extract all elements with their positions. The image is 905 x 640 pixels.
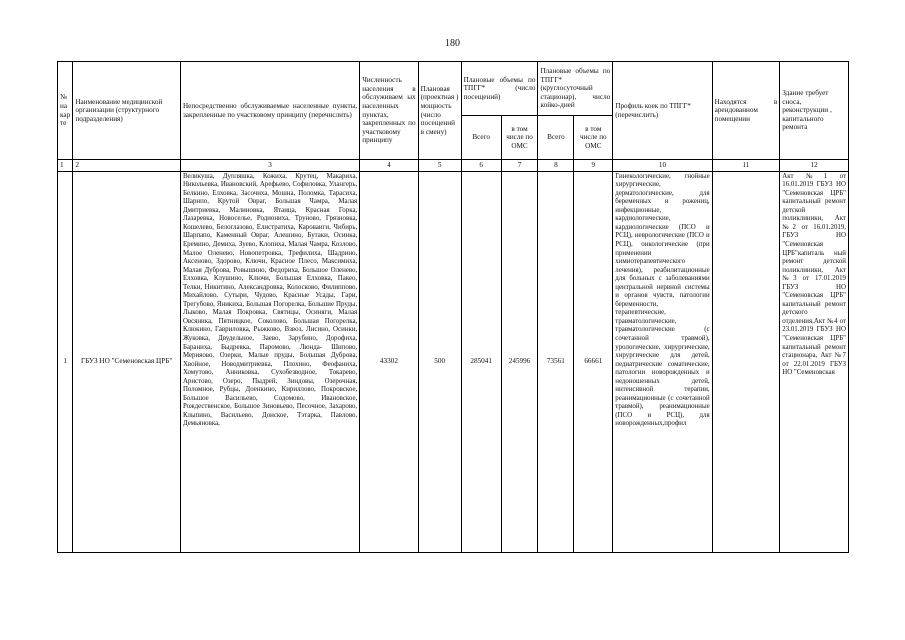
header-localities: Непосредственно обслуживаемые населенные пункты, закрепленные по участковому принципу (перечислить) — [180, 62, 359, 160]
column-number: 5 — [418, 160, 461, 172]
row-map-number: 1 — [58, 171, 73, 552]
row-visits-total: 285041 — [461, 171, 501, 552]
header-map-number: № на кар те — [58, 62, 73, 160]
row-visits-oms: 245996 — [501, 171, 538, 552]
column-number: 4 — [360, 160, 418, 172]
header-beddays-total: Всего — [538, 116, 574, 160]
header-building-state: Здание требует сноса, реконструкции , капитального ремонта — [780, 62, 849, 160]
column-number: 2 — [73, 160, 181, 172]
column-number: 7 — [501, 160, 538, 172]
row-building-state-cell — [780, 171, 849, 552]
row-population: 43302 — [360, 171, 418, 552]
header-visits-volume: Плановые объемы по ТПГГ* (число посещений) — [461, 62, 538, 116]
header-capacity: Плановая (проектная ) мощность (число посещений в смену) — [418, 62, 461, 160]
header-bed-profiles: Профиль коек по ТПГГ* (перечислить) — [613, 62, 712, 160]
row-organization-name: ГБУЗ НО "Семеновская ЦРБ" — [73, 171, 181, 552]
header-visits-oms: в том числе по ОМС — [501, 116, 538, 160]
column-number: 10 — [613, 160, 712, 172]
header-population: Численность населения в обслуживаем ых населенных пунктах, закрепленных по участковому принципу — [360, 62, 418, 160]
column-number: 9 — [574, 160, 613, 172]
header-visits-total: Всего — [461, 116, 501, 160]
row-beddays-oms: 66661 — [574, 171, 613, 552]
row-localities-cell — [180, 171, 359, 552]
column-number: 3 — [180, 160, 359, 172]
healthcare-facilities-table — [57, 61, 849, 553]
row-building-state: Акт №1 от 16.01.2019 ГБУЗ НО "Семеновская ЦРБ" капитальный ремонт детской поликлиники, Акт №2 от 16.01.2019, ГБУЗ НО "Семеновская ЦРБ"капиталь ный ремонт детской поликлиники, Акт №3 от 17.01.2019 ГБУЗ НО "Семеновская ЦРБ" капитальный ремонт детского отделения,Акт №4 от 23.01.2019 ГБУЗ НО "Семеновская ЦРБ" капитальный ремонт стационара, Акт №7 от 22.01.2019 ГБУЗ НО "Семеновская — [782, 172, 846, 377]
page-number: 180 — [445, 38, 460, 49]
row-bed-profiles: Гинекологические, гнойные хирургические, дерматологические, для беременных и рожениц, инфекционные, кардиологические, кардиологические (ПСО и РСЦ), неврологические (ПСО и РСЦ), онкологические (при применении химиотерапевтического лечения), реабилитационные для больных с заболеваниями центральной нервной системы и органов чувств, патологии беременности, терапевтические, травматологические, травматологические (с сочетанной травмой), урологические, хирургические, хирургические для детей, педиатрические соматические, патологии новорожденных и недоношенных детей, интенсивной терапии, реанимационные (с сочетанной травмой), реанимационные (ПСО и РСЦ), для новорожденных,профил — [615, 172, 710, 428]
header-rented: Находятся в арендованном помещении — [712, 62, 780, 160]
header-beddays-oms: в том числе по ОМС — [574, 116, 613, 160]
row-localities: Великуша, Дупляшка, Кожиха, Крутец, Макариха, Никольевка, Ивановский, Арефьево, Софиловка, Улангерь, Белкино, Елховка, Засочиха, Мошна, Поломка, Тарасиха, Шарнпо, Крутой Овраг, Большая Чамра, Малая Дмитриевка, Малиновка, Ятаица, Красная Горка, Лазаревка, Новоселье, Родиониха, Труново, Грязновка, Кошелево, Белоглазово, Елистратиха, Кароваиги, Чибирь, Шарпапо, Каменный Овраг, Алешино, Бутаки, Осинка, Еремино, Демиха, Зуево, Клопиха, Малая Чамра, Козлово, Малое Оленево, Новопетровка, Трефилиха, Шадрино, Аксеново, Здорово, Ключи, Красное Плесо, Максимиха, Малая Дуброва, Ровышино, Федориха, Большое Оленево, Елховка, Клушино, Ключи, Большая Елховка, Пакео, Телки, Никитино, Александровка, Колосково, Филиппово, Михайлово, Сутыри, Чудово, Красные Усады, Гари, Трегубово, Яникиха, Большая Погорелка, Большие Пруды, Лыково, Малая Покровка, Святицы, Осиняги, Малая Овсяника, Пятницкое, Соколово, Большая Погорелка, Клюкино, Гавриловка, Рыжково, Взвоз, Лисино, Осинки, Жуковка, Двудельное, Заево, Зарубино, Дорофиха, Бараниха, Быдревка, Паромово, Люнда- Шипово, Мерияово, Озерки, Малые пруды, Большая Дуброва, Хвойное, Новодмитриевка, Плохино, Феофаниха, Хомутово, Анниковка, Сухобезводное, Токарево, Аристово, Озеро, Пыдрей, Зиндовы, Озерочная, Поломное, Рубцы, Доенкино, Кириллово, Покровское, Большое Васильево, Содомово, Ивановское, Рождественское, Большое Зиновьево, Песочное, Захарово, Клыпино, Васильево, Донское, Тэтарка, Павлово, Демьяновка, — [182, 172, 358, 428]
column-number: 12 — [780, 160, 849, 172]
header-beddays-volume: Плановые объемы по ТПГГ* (круглосуточный стационар), число койко-дней — [538, 62, 613, 116]
row-bed-profiles-cell — [613, 171, 712, 552]
row-rented — [712, 171, 780, 552]
column-number: 1 — [58, 160, 73, 172]
column-number: 11 — [712, 160, 780, 172]
header-organization: Наименование медицинской организации (структурного подразделения) — [73, 62, 181, 160]
row-capacity: 500 — [418, 171, 461, 552]
row-beddays-total: 73561 — [538, 171, 574, 552]
column-number: 6 — [461, 160, 501, 172]
column-number: 8 — [538, 160, 574, 172]
